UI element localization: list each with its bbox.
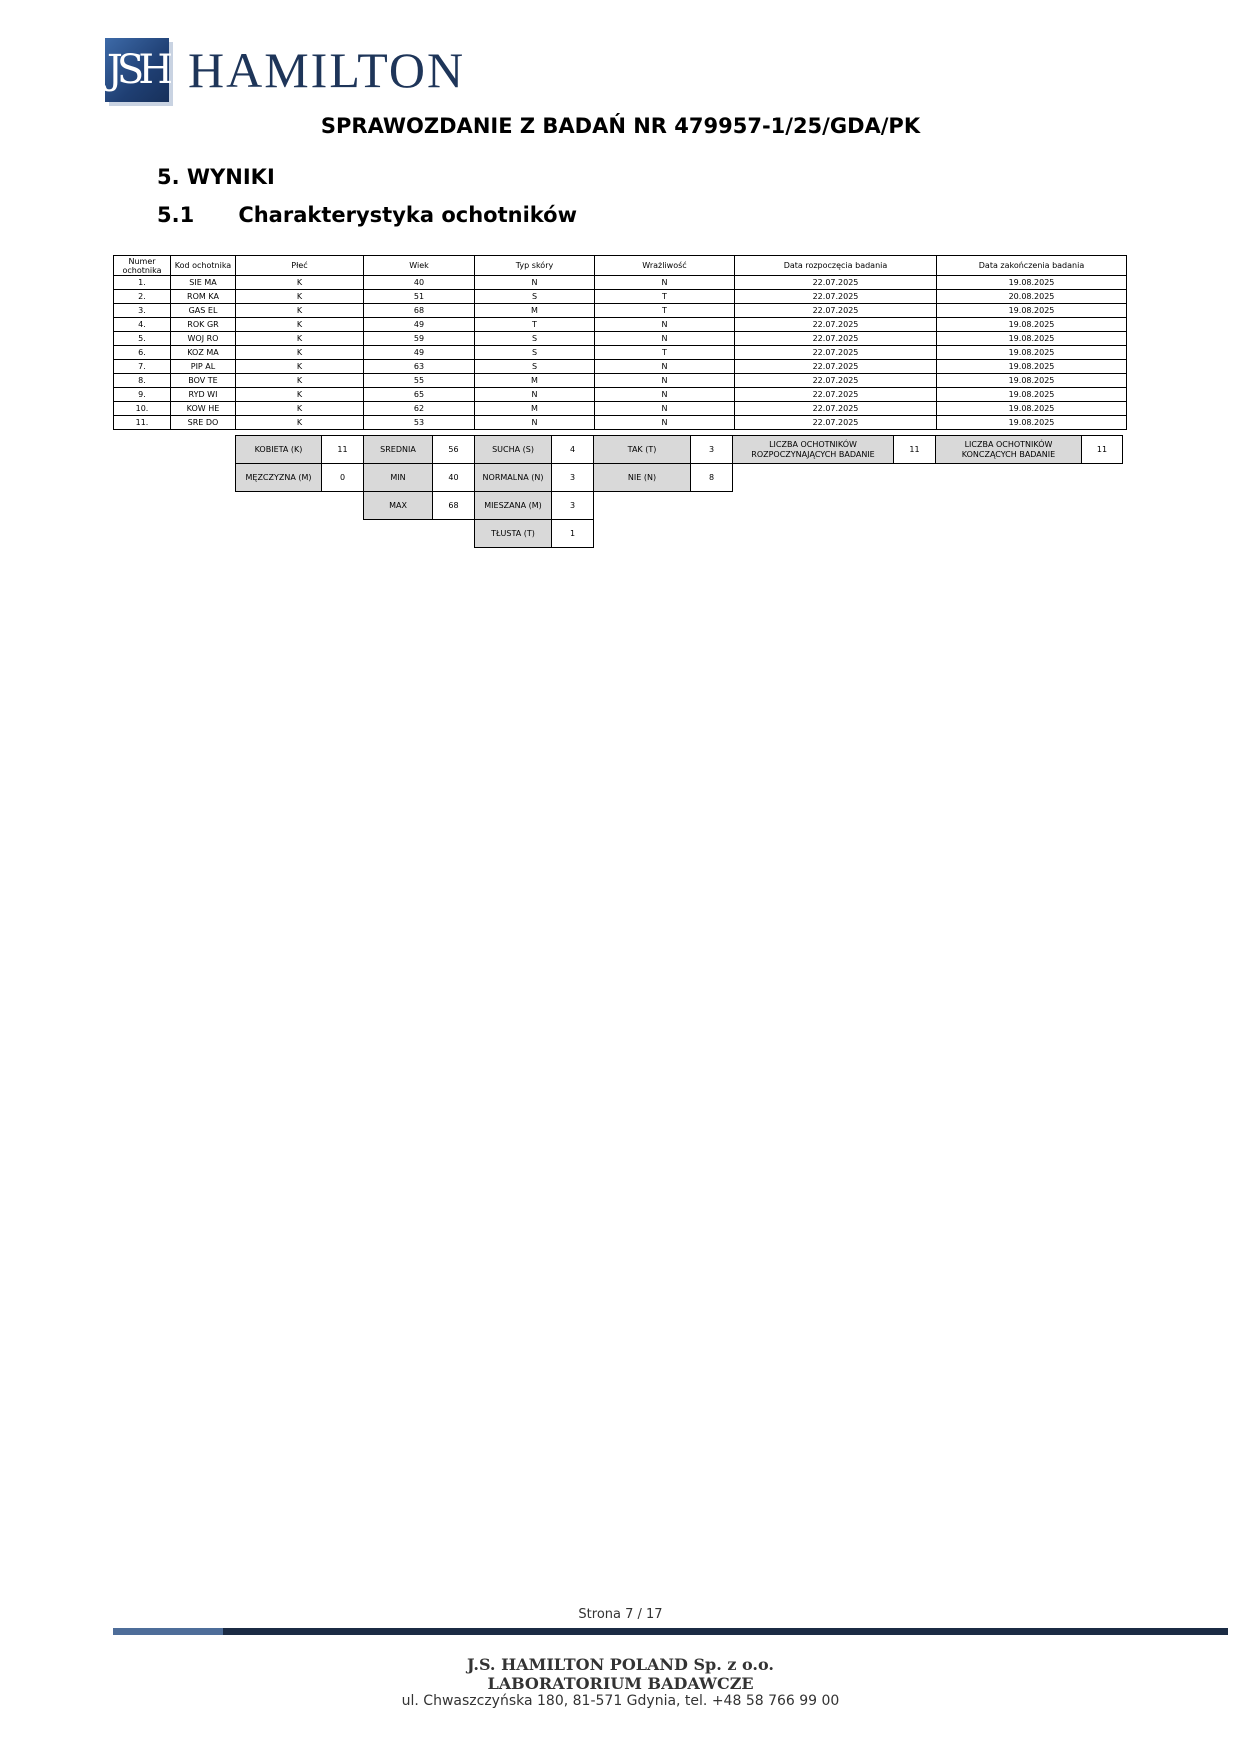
table-row [114, 360, 1127, 374]
table-cell: 63 [364, 360, 475, 374]
sensitivity-no-value: 8 [690, 463, 733, 492]
table-header-row [114, 256, 1127, 276]
table-cell: RYD WI [171, 388, 236, 402]
table-cell: N [595, 318, 735, 332]
table-cell: 22.07.2025 [735, 416, 937, 430]
table-cell: N [595, 374, 735, 388]
table-row [114, 416, 1127, 430]
table-cell: ROK GR [171, 318, 236, 332]
table-cell: 11. [114, 416, 171, 430]
section-heading [157, 165, 275, 189]
table-cell: K [236, 374, 364, 388]
table-cell: 19.08.2025 [937, 374, 1127, 388]
table-cell: 51 [364, 290, 475, 304]
men-count-value: 0 [321, 463, 364, 492]
started-count-label: LICZBA OCHOTNIKÓW ROZPOCZYNAJĄCYCH BADANIE [732, 435, 894, 464]
table-cell: KOW HE [171, 402, 236, 416]
table-cell: N [475, 416, 595, 430]
footer-address: ul. Chwaszczyńska 180, 81-571 Gdynia, tel. +48 58 766 99 00 [401, 1693, 840, 1709]
header-cell: Data zakończenia badania [937, 256, 1127, 276]
header-cell: Typ skóry [475, 256, 595, 276]
section-number: 5. [157, 165, 180, 189]
table-cell: N [595, 360, 735, 374]
table-cell: T [595, 304, 735, 318]
age-mean-label: SREDNIA [363, 435, 433, 464]
table-cell: SIE MA [171, 276, 236, 290]
table-cell: WOJ RO [171, 332, 236, 346]
table-row [114, 346, 1127, 360]
finished-count-label: LICZBA OCHOTNIKÓW KONCZĄCYCH BADANIE [935, 435, 1082, 464]
skin-mixed-value: 3 [551, 491, 594, 520]
skin-oily-label: TŁUSTA (T) [474, 519, 552, 548]
table-row [114, 290, 1127, 304]
table-cell: K [236, 290, 364, 304]
table-cell: 40 [364, 276, 475, 290]
women-count-label: KOBIETA (K) [235, 435, 322, 464]
footer-lab: LABORATORIUM BADAWCZE [487, 1674, 754, 1693]
header-cell: Płeć [236, 256, 364, 276]
logo-monogram: JSH [106, 47, 168, 93]
table-cell: K [236, 346, 364, 360]
footer-company: J.S. HAMILTON POLAND Sp. z o.o. [467, 1655, 774, 1674]
table-cell: N [595, 276, 735, 290]
table-cell: 19.08.2025 [937, 304, 1127, 318]
subsection-title: Charakterystyka ochotników [238, 203, 578, 227]
table-cell: S [475, 332, 595, 346]
table-cell: 55 [364, 374, 475, 388]
page-number: Strona 7 / 17 [578, 1607, 663, 1622]
started-count-value: 11 [893, 435, 936, 464]
table-cell: 19.08.2025 [937, 402, 1127, 416]
table-cell: 22.07.2025 [735, 276, 937, 290]
report-title: SPRAWOZDANIE Z BADAŃ NR 479957-1/25/GDA/PK [320, 114, 921, 138]
age-min-value: 40 [432, 463, 475, 492]
women-count-value: 11 [321, 435, 364, 464]
table-cell: 4. [114, 318, 171, 332]
table-cell: N [595, 388, 735, 402]
age-min-label: MIN [363, 463, 433, 492]
skin-dry-label: SUCHA (S) [474, 435, 552, 464]
table-cell: 19.08.2025 [937, 318, 1127, 332]
table-cell: 9. [114, 388, 171, 402]
table-row [114, 374, 1127, 388]
table-row [114, 332, 1127, 346]
table-cell: 22.07.2025 [735, 388, 937, 402]
table-cell: M [475, 374, 595, 388]
header-cell: Numer ochotnika [114, 256, 171, 276]
table-cell: 49 [364, 346, 475, 360]
sensitivity-no-label: NIE (N) [593, 463, 691, 492]
table-cell: 49 [364, 318, 475, 332]
age-max-label: MAX [363, 491, 433, 520]
table-row [114, 402, 1127, 416]
table-cell: 62 [364, 402, 475, 416]
table-cell: K [236, 332, 364, 346]
table-cell: ROM KA [171, 290, 236, 304]
table-cell: 19.08.2025 [937, 416, 1127, 430]
table-cell: 22.07.2025 [735, 332, 937, 346]
sensitivity-yes-value: 3 [690, 435, 733, 464]
table-cell: 22.07.2025 [735, 290, 937, 304]
table-cell: K [236, 360, 364, 374]
table-cell: 19.08.2025 [937, 346, 1127, 360]
footer-rule-accent [113, 1628, 223, 1635]
table-cell: S [475, 360, 595, 374]
header-cell: Kod ochotnika [171, 256, 236, 276]
table-cell: K [236, 388, 364, 402]
subsection-number: 5.1 [157, 203, 195, 227]
table-cell: 22.07.2025 [735, 346, 937, 360]
table-cell: K [236, 276, 364, 290]
logo-wordmark: HAMILTON [188, 42, 466, 98]
table-cell: M [475, 402, 595, 416]
table-cell: K [236, 304, 364, 318]
table-cell: T [595, 346, 735, 360]
table-cell: 20.08.2025 [937, 290, 1127, 304]
table-cell: T [475, 318, 595, 332]
table-body [114, 276, 1127, 430]
table-cell: GAS EL [171, 304, 236, 318]
table-cell: 3. [114, 304, 171, 318]
table-row [114, 276, 1127, 290]
table-cell: 22.07.2025 [735, 402, 937, 416]
table-cell: 53 [364, 416, 475, 430]
table-row [114, 318, 1127, 332]
table-cell: 65 [364, 388, 475, 402]
table-cell: N [595, 402, 735, 416]
table-cell: T [595, 290, 735, 304]
table-cell: 2. [114, 290, 171, 304]
table-cell: S [475, 346, 595, 360]
footer-rule [113, 1628, 1228, 1635]
table-cell: SRE DO [171, 416, 236, 430]
table-cell: 5. [114, 332, 171, 346]
table-cell: 22.07.2025 [735, 304, 937, 318]
table-cell: N [595, 332, 735, 346]
header-cell: Wiek [364, 256, 475, 276]
finished-count-value: 11 [1081, 435, 1123, 464]
table-row [114, 304, 1127, 318]
table-cell: N [595, 416, 735, 430]
table-cell: M [475, 304, 595, 318]
table-cell: PIP AL [171, 360, 236, 374]
table-cell: BOV TE [171, 374, 236, 388]
table-cell: K [236, 416, 364, 430]
header-cell: Data rozpoczęcia badania [735, 256, 937, 276]
table-cell: 22.07.2025 [735, 318, 937, 332]
table-cell: N [475, 388, 595, 402]
table-cell: KOZ MA [171, 346, 236, 360]
table-cell: S [475, 290, 595, 304]
table-cell: 1. [114, 276, 171, 290]
skin-dry-value: 4 [551, 435, 594, 464]
table-cell: 22.07.2025 [735, 360, 937, 374]
table-cell: 6. [114, 346, 171, 360]
volunteers-table [113, 255, 1127, 430]
table-cell: K [236, 318, 364, 332]
header-cell: Wrażliwość [595, 256, 735, 276]
men-count-label: MĘZCZYZNA (M) [235, 463, 322, 492]
table-cell: 22.07.2025 [735, 374, 937, 388]
table-row [114, 388, 1127, 402]
skin-mixed-label: MIESZANA (M) [474, 491, 552, 520]
section-title: WYNIKI [186, 165, 275, 189]
sensitivity-yes-label: TAK (T) [593, 435, 691, 464]
skin-normal-value: 3 [551, 463, 594, 492]
table-cell: 7. [114, 360, 171, 374]
skin-normal-label: NORMALNA (N) [474, 463, 552, 492]
company-logo [105, 38, 169, 102]
table-cell: 10. [114, 402, 171, 416]
age-max-value: 68 [432, 491, 475, 520]
subsection-heading [157, 203, 577, 227]
skin-oily-value: 1 [551, 519, 594, 548]
table-cell: 19.08.2025 [937, 276, 1127, 290]
table-cell: 19.08.2025 [937, 332, 1127, 346]
table-cell: 19.08.2025 [937, 388, 1127, 402]
table-cell: 8. [114, 374, 171, 388]
table-cell: 19.08.2025 [937, 360, 1127, 374]
table-cell: N [475, 276, 595, 290]
table-cell: 59 [364, 332, 475, 346]
table-cell: K [236, 402, 364, 416]
age-mean-value: 56 [432, 435, 475, 464]
table-cell: 68 [364, 304, 475, 318]
